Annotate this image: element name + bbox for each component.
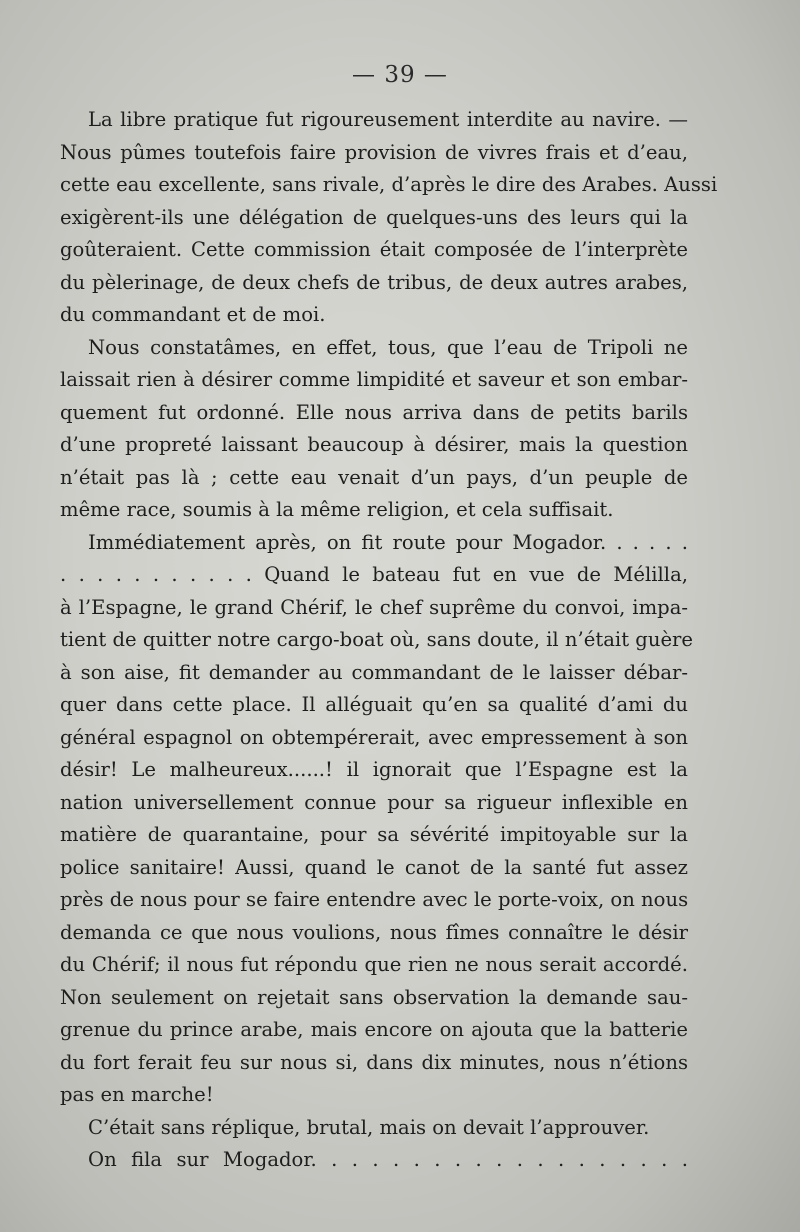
text-line: Nous constatâmes, en effet, tous, que l’eau de Tripoli ne <box>88 335 688 359</box>
text-line: quement fut ordonné. Elle nous arriva dans de petits barils <box>60 400 688 424</box>
text-line: demanda ce que nous voulions, nous fîmes connaître le désir <box>60 920 688 944</box>
text-line: quer dans cette place. Il alléguait qu’en sa qualité d’ami du <box>60 693 688 716</box>
text-line: On fila sur Mogador. . . . . . . . . . . . . . . . . . . <box>88 1148 688 1171</box>
text-line: police sanitaire! Aussi, quand le canot de la santé fut assez <box>60 855 688 879</box>
text-line: grenue du prince arabe, mais encore on ajouta que la batterie <box>60 1018 688 1041</box>
text-line: désir! Le malheureux......! il ignorait que l’Espagne est la <box>60 758 688 781</box>
text-line: Non seulement on rejetait sans observation la demande sau- <box>60 985 688 1009</box>
text-line: La libre pratique fut rigoureusement interdite au navire. — <box>88 108 688 131</box>
text-line: nation universellement connue pour sa rigueur inflexible en <box>60 790 688 814</box>
text-line: C’était sans réplique, brutal, mais on devait l’approuver. <box>88 1115 650 1139</box>
text-line: n’était pas là ; cette eau venait d’un pays, d’un peuple de <box>60 465 688 489</box>
text-line: pas en marche! <box>60 1083 214 1106</box>
body-text <box>60 104 718 1177</box>
text-line: d’une propreté laissant beaucoup à désirer, mais la question <box>60 433 688 456</box>
text-line: à l’Espagne, le grand Chérif, le chef suprême du convoi, impa- <box>60 595 688 619</box>
text-line: Nous pûmes toutefois faire provision de vivres frais et d’eau, <box>60 140 688 164</box>
text-line: exigèrent-ils une délégation de quelques-uns des leurs qui la <box>60 205 688 229</box>
text-line: général espagnol on obtempérerait, avec empressement à son <box>60 725 688 749</box>
text-line: du commandant et de moi. <box>60 303 326 326</box>
text-line: à son aise, fit demander au commandant de le laisser débar- <box>60 660 688 684</box>
text-line: même race, soumis à la même religion, et cela suffisait. <box>60 498 614 521</box>
text-line: tient de quitter notre cargo-boat où, sans doute, il n’était guère <box>60 628 694 651</box>
text-line: goûteraient. Cette commission était composée de l’interprète <box>60 238 688 261</box>
text-line: près de nous pour se faire entendre avec le porte-voix, on nous <box>60 888 689 911</box>
text-line: du pèlerinage, de deux chefs de tribus, de deux autres arabes, <box>60 270 688 294</box>
page-number: — 39 — <box>352 62 448 88</box>
text-line: laissait rien à désirer comme limpidité et saveur et son embar- <box>60 368 688 391</box>
text-line: du Chérif; il nous fut répondu que rien ne nous serait accordé. <box>60 953 688 976</box>
text-line: du fort ferait feu sur nous si, dans dix minutes, nous n’étions <box>60 1050 688 1074</box>
text-line: Immédiatement après, on fit route pour Mogador. . . . . . <box>88 530 688 554</box>
text-line: . . . . . . . . . . . Quand le bateau fut en vue de Mélilla, <box>60 563 688 586</box>
text-line: matière de quarantaine, pour sa sévérité impitoyable sur la <box>60 823 688 846</box>
text-line: cette eau excellente, sans rivale, d’après le dire des Arabes. Aussi <box>60 173 718 196</box>
